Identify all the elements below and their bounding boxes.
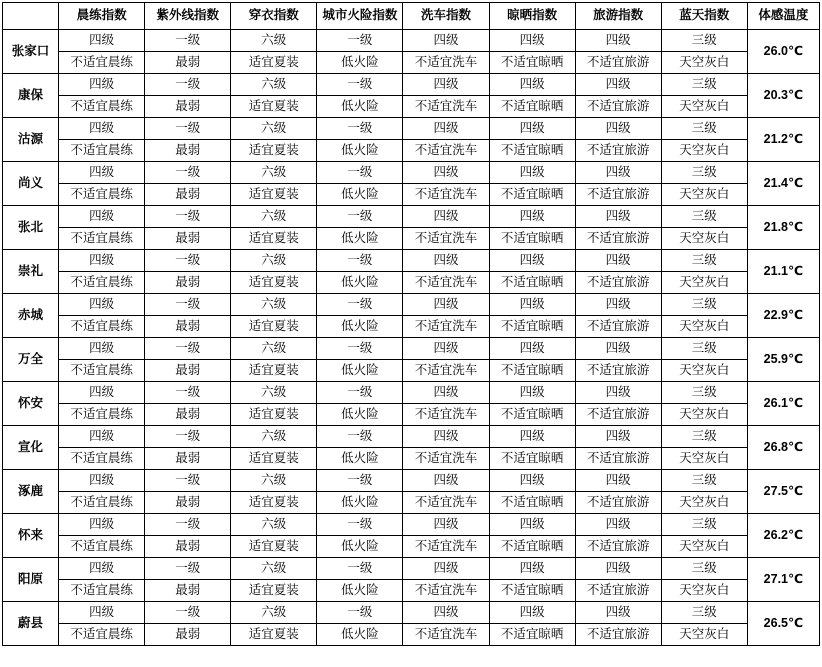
index-description-value: 不适宜旅游	[575, 492, 661, 514]
apparent-temperature-value: 26.8℃	[747, 426, 819, 470]
city-name: 万全	[3, 338, 59, 382]
index-description-value: 不适宜晨练	[59, 52, 145, 74]
city-name: 怀来	[3, 514, 59, 558]
index-description-value: 低火险	[317, 448, 403, 470]
index-level-value: 一级	[145, 30, 231, 52]
header-dressing-index: 穿衣指数	[231, 3, 317, 30]
apparent-temperature-value: 21.2℃	[747, 118, 819, 162]
index-level-value: 一级	[317, 162, 403, 184]
index-level-value: 四级	[489, 162, 575, 184]
index-level-value: 三级	[661, 514, 747, 536]
index-description-value: 不适宜旅游	[575, 360, 661, 382]
index-level-value: 六级	[231, 162, 317, 184]
table-row	[3, 140, 820, 162]
index-description-value: 不适宜旅游	[575, 316, 661, 338]
index-level-value: 三级	[661, 470, 747, 492]
table-row	[3, 580, 820, 602]
index-description-value: 天空灰白	[661, 360, 747, 382]
index-description-value: 天空灰白	[661, 272, 747, 294]
index-level-value: 三级	[661, 162, 747, 184]
header-morning-exercise-index: 晨练指数	[59, 3, 145, 30]
index-level-value: 三级	[661, 250, 747, 272]
table-row	[3, 52, 820, 74]
index-description-value: 不适宜晨练	[59, 228, 145, 250]
city-name: 张家口	[3, 30, 59, 74]
index-level-value: 四级	[575, 118, 661, 140]
index-level-value: 六级	[231, 30, 317, 52]
index-description-value: 天空灰白	[661, 448, 747, 470]
index-description-value: 适宜夏装	[231, 492, 317, 514]
index-description-value: 不适宜晾晒	[489, 536, 575, 558]
index-level-value: 一级	[145, 294, 231, 316]
header-apparent-temperature: 体感温度	[747, 3, 819, 30]
index-level-value: 六级	[231, 602, 317, 624]
index-description-value: 天空灰白	[661, 316, 747, 338]
index-level-value: 一级	[145, 514, 231, 536]
index-description-value: 不适宜晨练	[59, 316, 145, 338]
header-tourism-index: 旅游指数	[575, 3, 661, 30]
index-level-value: 一级	[317, 206, 403, 228]
apparent-temperature-value: 26.5℃	[747, 602, 819, 646]
index-level-value: 四级	[403, 514, 489, 536]
index-description-value: 不适宜洗车	[403, 184, 489, 206]
index-description-value: 最弱	[145, 492, 231, 514]
index-level-value: 三级	[661, 426, 747, 448]
index-level-value: 四级	[575, 426, 661, 448]
index-level-value: 四级	[59, 382, 145, 404]
index-level-value: 四级	[489, 426, 575, 448]
index-level-value: 一级	[145, 162, 231, 184]
header-blue-sky-index: 蓝天指数	[661, 3, 747, 30]
table-row	[3, 338, 820, 360]
index-level-value: 六级	[231, 382, 317, 404]
index-level-value: 三级	[661, 30, 747, 52]
table-row	[3, 30, 820, 52]
city-name: 康保	[3, 74, 59, 118]
index-level-value: 一级	[145, 382, 231, 404]
table-row	[3, 404, 820, 426]
index-level-value: 四级	[59, 558, 145, 580]
table-header-row	[3, 3, 820, 30]
apparent-temperature-value: 27.5℃	[747, 470, 819, 514]
index-description-value: 天空灰白	[661, 580, 747, 602]
index-level-value: 四级	[489, 558, 575, 580]
index-level-value: 四级	[403, 602, 489, 624]
index-level-value: 一级	[317, 294, 403, 316]
index-description-value: 低火险	[317, 96, 403, 118]
index-level-value: 四级	[403, 470, 489, 492]
index-description-value: 低火险	[317, 316, 403, 338]
index-description-value: 天空灰白	[661, 228, 747, 250]
index-level-value: 四级	[489, 206, 575, 228]
index-description-value: 适宜夏装	[231, 580, 317, 602]
index-description-value: 不适宜晾晒	[489, 404, 575, 426]
index-description-value: 不适宜旅游	[575, 580, 661, 602]
index-level-value: 六级	[231, 426, 317, 448]
index-level-value: 六级	[231, 118, 317, 140]
index-level-value: 一级	[145, 558, 231, 580]
apparent-temperature-value: 21.8℃	[747, 206, 819, 250]
table-row	[3, 558, 820, 580]
city-name: 宣化	[3, 426, 59, 470]
index-description-value: 天空灰白	[661, 96, 747, 118]
index-level-value: 四级	[575, 558, 661, 580]
index-description-value: 适宜夏装	[231, 140, 317, 162]
index-level-value: 六级	[231, 294, 317, 316]
apparent-temperature-value: 26.1℃	[747, 382, 819, 426]
index-level-value: 四级	[489, 74, 575, 96]
index-level-value: 四级	[575, 338, 661, 360]
table-row	[3, 316, 820, 338]
index-description-value: 低火险	[317, 272, 403, 294]
index-level-value: 三级	[661, 74, 747, 96]
index-description-value: 不适宜晨练	[59, 624, 145, 646]
city-name: 阳原	[3, 558, 59, 602]
index-description-value: 不适宜洗车	[403, 624, 489, 646]
index-level-value: 一级	[317, 118, 403, 140]
index-level-value: 四级	[489, 30, 575, 52]
index-level-value: 四级	[575, 514, 661, 536]
index-level-value: 六级	[231, 514, 317, 536]
index-level-value: 四级	[489, 382, 575, 404]
index-description-value: 低火险	[317, 624, 403, 646]
index-description-value: 最弱	[145, 404, 231, 426]
index-level-value: 四级	[403, 118, 489, 140]
index-level-value: 一级	[317, 382, 403, 404]
index-description-value: 不适宜洗车	[403, 316, 489, 338]
index-level-value: 四级	[489, 470, 575, 492]
index-description-value: 不适宜洗车	[403, 96, 489, 118]
index-description-value: 低火险	[317, 52, 403, 74]
index-description-value: 不适宜洗车	[403, 52, 489, 74]
index-level-value: 四级	[575, 206, 661, 228]
index-description-value: 适宜夏装	[231, 96, 317, 118]
index-description-value: 不适宜旅游	[575, 96, 661, 118]
index-level-value: 四级	[59, 426, 145, 448]
table-row	[3, 448, 820, 470]
index-level-value: 四级	[59, 206, 145, 228]
index-level-value: 四级	[59, 162, 145, 184]
index-level-value: 一级	[317, 426, 403, 448]
index-level-value: 一级	[317, 514, 403, 536]
index-level-value: 一级	[145, 74, 231, 96]
index-level-value: 四级	[403, 206, 489, 228]
index-description-value: 不适宜洗车	[403, 404, 489, 426]
index-description-value: 低火险	[317, 228, 403, 250]
table-row	[3, 492, 820, 514]
city-name: 蔚县	[3, 602, 59, 646]
city-name: 张北	[3, 206, 59, 250]
index-level-value: 四级	[403, 74, 489, 96]
index-description-value: 最弱	[145, 272, 231, 294]
index-level-value: 一级	[145, 470, 231, 492]
index-level-value: 四级	[403, 250, 489, 272]
index-level-value: 一级	[145, 250, 231, 272]
index-description-value: 最弱	[145, 140, 231, 162]
index-level-value: 一级	[317, 338, 403, 360]
index-description-value: 不适宜晾晒	[489, 492, 575, 514]
index-description-value: 不适宜晨练	[59, 184, 145, 206]
index-description-value: 最弱	[145, 316, 231, 338]
index-description-value: 适宜夏装	[231, 52, 317, 74]
index-level-value: 一级	[145, 602, 231, 624]
index-description-value: 最弱	[145, 52, 231, 74]
index-level-value: 一级	[317, 602, 403, 624]
index-description-value: 天空灰白	[661, 140, 747, 162]
header-fire-risk-index: 城市火险指数	[317, 3, 403, 30]
index-description-value: 不适宜旅游	[575, 184, 661, 206]
index-level-value: 一级	[317, 30, 403, 52]
index-description-value: 适宜夏装	[231, 404, 317, 426]
table-row	[3, 74, 820, 96]
index-description-value: 最弱	[145, 536, 231, 558]
index-level-value: 四级	[59, 250, 145, 272]
index-level-value: 四级	[59, 30, 145, 52]
index-description-value: 不适宜洗车	[403, 448, 489, 470]
index-description-value: 低火险	[317, 536, 403, 558]
index-description-value: 不适宜洗车	[403, 580, 489, 602]
index-description-value: 不适宜晾晒	[489, 140, 575, 162]
index-level-value: 三级	[661, 382, 747, 404]
index-level-value: 三级	[661, 602, 747, 624]
index-level-value: 一级	[145, 338, 231, 360]
table-row	[3, 624, 820, 646]
index-description-value: 不适宜旅游	[575, 272, 661, 294]
index-description-value: 不适宜晨练	[59, 140, 145, 162]
index-description-value: 不适宜洗车	[403, 492, 489, 514]
city-name: 涿鹿	[3, 470, 59, 514]
index-description-value: 适宜夏装	[231, 536, 317, 558]
index-level-value: 四级	[59, 118, 145, 140]
index-description-value: 不适宜旅游	[575, 52, 661, 74]
index-level-value: 四级	[489, 338, 575, 360]
index-description-value: 不适宜晨练	[59, 580, 145, 602]
index-description-value: 不适宜晨练	[59, 96, 145, 118]
index-description-value: 适宜夏装	[231, 272, 317, 294]
table-row	[3, 470, 820, 492]
index-description-value: 最弱	[145, 580, 231, 602]
index-description-value: 最弱	[145, 96, 231, 118]
index-description-value: 低火险	[317, 184, 403, 206]
index-level-value: 一级	[317, 74, 403, 96]
city-name: 赤城	[3, 294, 59, 338]
index-description-value: 最弱	[145, 228, 231, 250]
apparent-temperature-value: 26.0℃	[747, 30, 819, 74]
index-description-value: 天空灰白	[661, 52, 747, 74]
table-row	[3, 536, 820, 558]
table-row	[3, 184, 820, 206]
apparent-temperature-value: 21.1℃	[747, 250, 819, 294]
index-description-value: 适宜夏装	[231, 228, 317, 250]
index-description-value: 不适宜旅游	[575, 448, 661, 470]
index-level-value: 四级	[575, 30, 661, 52]
index-description-value: 不适宜晾晒	[489, 360, 575, 382]
index-description-value: 适宜夏装	[231, 316, 317, 338]
index-description-value: 不适宜旅游	[575, 624, 661, 646]
index-level-value: 四级	[489, 602, 575, 624]
index-level-value: 四级	[59, 294, 145, 316]
index-level-value: 四级	[489, 118, 575, 140]
apparent-temperature-value: 25.9℃	[747, 338, 819, 382]
index-level-value: 六级	[231, 338, 317, 360]
index-level-value: 四级	[403, 558, 489, 580]
index-level-value: 三级	[661, 558, 747, 580]
table-row	[3, 228, 820, 250]
index-level-value: 六级	[231, 206, 317, 228]
index-description-value: 不适宜旅游	[575, 404, 661, 426]
index-description-value: 不适宜旅游	[575, 140, 661, 162]
header-car-wash-index: 洗车指数	[403, 3, 489, 30]
index-level-value: 四级	[575, 294, 661, 316]
index-description-value: 低火险	[317, 580, 403, 602]
index-level-value: 四级	[403, 294, 489, 316]
table-row	[3, 96, 820, 118]
index-description-value: 低火险	[317, 140, 403, 162]
index-description-value: 天空灰白	[661, 184, 747, 206]
index-description-value: 天空灰白	[661, 492, 747, 514]
index-level-value: 六级	[231, 558, 317, 580]
apparent-temperature-value: 27.1℃	[747, 558, 819, 602]
index-description-value: 最弱	[145, 448, 231, 470]
index-level-value: 四级	[575, 382, 661, 404]
index-level-value: 一级	[317, 558, 403, 580]
city-name: 沽源	[3, 118, 59, 162]
index-level-value: 四级	[59, 602, 145, 624]
weather-index-table	[2, 2, 820, 646]
header-uv-index: 紫外线指数	[145, 3, 231, 30]
table-row	[3, 382, 820, 404]
index-description-value: 适宜夏装	[231, 184, 317, 206]
index-description-value: 天空灰白	[661, 536, 747, 558]
index-description-value: 最弱	[145, 184, 231, 206]
index-level-value: 四级	[59, 470, 145, 492]
index-level-value: 三级	[661, 206, 747, 228]
apparent-temperature-value: 21.4℃	[747, 162, 819, 206]
index-level-value: 三级	[661, 118, 747, 140]
index-description-value: 不适宜晨练	[59, 404, 145, 426]
index-level-value: 四级	[59, 74, 145, 96]
index-description-value: 适宜夏装	[231, 624, 317, 646]
index-level-value: 四级	[59, 338, 145, 360]
index-level-value: 六级	[231, 470, 317, 492]
index-description-value: 不适宜晨练	[59, 272, 145, 294]
index-level-value: 一级	[317, 250, 403, 272]
index-description-value: 适宜夏装	[231, 448, 317, 470]
index-level-value: 四级	[489, 250, 575, 272]
table-row	[3, 272, 820, 294]
index-description-value: 不适宜晾晒	[489, 448, 575, 470]
index-description-value: 不适宜晾晒	[489, 272, 575, 294]
index-description-value: 不适宜旅游	[575, 228, 661, 250]
index-description-value: 不适宜晾晒	[489, 580, 575, 602]
index-level-value: 一级	[145, 426, 231, 448]
index-level-value: 四级	[575, 250, 661, 272]
city-name: 怀安	[3, 382, 59, 426]
index-level-value: 六级	[231, 74, 317, 96]
index-description-value: 不适宜洗车	[403, 360, 489, 382]
index-description-value: 不适宜洗车	[403, 140, 489, 162]
index-level-value: 一级	[145, 206, 231, 228]
index-level-value: 四级	[403, 162, 489, 184]
table-row	[3, 206, 820, 228]
city-name: 崇礼	[3, 250, 59, 294]
index-level-value: 四级	[403, 382, 489, 404]
index-description-value: 低火险	[317, 360, 403, 382]
index-level-value: 三级	[661, 338, 747, 360]
index-level-value: 四级	[575, 602, 661, 624]
index-description-value: 不适宜洗车	[403, 228, 489, 250]
table-row	[3, 514, 820, 536]
index-level-value: 四级	[575, 162, 661, 184]
index-description-value: 最弱	[145, 624, 231, 646]
index-level-value: 四级	[575, 74, 661, 96]
index-description-value: 不适宜晨练	[59, 448, 145, 470]
index-level-value: 四级	[575, 470, 661, 492]
index-description-value: 不适宜洗车	[403, 536, 489, 558]
index-level-value: 四级	[489, 294, 575, 316]
index-description-value: 不适宜晾晒	[489, 184, 575, 206]
table-row	[3, 426, 820, 448]
index-description-value: 不适宜晾晒	[489, 96, 575, 118]
index-description-value: 低火险	[317, 404, 403, 426]
header-city	[3, 3, 59, 30]
index-description-value: 不适宜旅游	[575, 536, 661, 558]
index-description-value: 低火险	[317, 492, 403, 514]
index-level-value: 四级	[403, 30, 489, 52]
index-level-value: 六级	[231, 250, 317, 272]
apparent-temperature-value: 26.2℃	[747, 514, 819, 558]
city-name: 尚义	[3, 162, 59, 206]
index-description-value: 不适宜晾晒	[489, 624, 575, 646]
table-row	[3, 250, 820, 272]
index-description-value: 不适宜晨练	[59, 492, 145, 514]
table-row	[3, 294, 820, 316]
index-level-value: 四级	[489, 514, 575, 536]
header-drying-index: 晾晒指数	[489, 3, 575, 30]
index-description-value: 天空灰白	[661, 624, 747, 646]
index-level-value: 四级	[403, 338, 489, 360]
table-row	[3, 360, 820, 382]
index-description-value: 不适宜晾晒	[489, 52, 575, 74]
index-level-value: 四级	[59, 514, 145, 536]
index-level-value: 四级	[403, 426, 489, 448]
index-description-value: 最弱	[145, 360, 231, 382]
apparent-temperature-value: 20.3℃	[747, 74, 819, 118]
index-description-value: 不适宜洗车	[403, 272, 489, 294]
index-level-value: 一级	[145, 118, 231, 140]
index-level-value: 三级	[661, 294, 747, 316]
index-description-value: 不适宜晨练	[59, 360, 145, 382]
index-description-value: 不适宜晨练	[59, 536, 145, 558]
index-description-value: 不适宜晾晒	[489, 228, 575, 250]
table-row	[3, 118, 820, 140]
table-row	[3, 602, 820, 624]
apparent-temperature-value: 22.9℃	[747, 294, 819, 338]
table-row	[3, 162, 820, 184]
index-description-value: 天空灰白	[661, 404, 747, 426]
index-level-value: 一级	[317, 470, 403, 492]
index-description-value: 适宜夏装	[231, 360, 317, 382]
index-description-value: 不适宜晾晒	[489, 316, 575, 338]
